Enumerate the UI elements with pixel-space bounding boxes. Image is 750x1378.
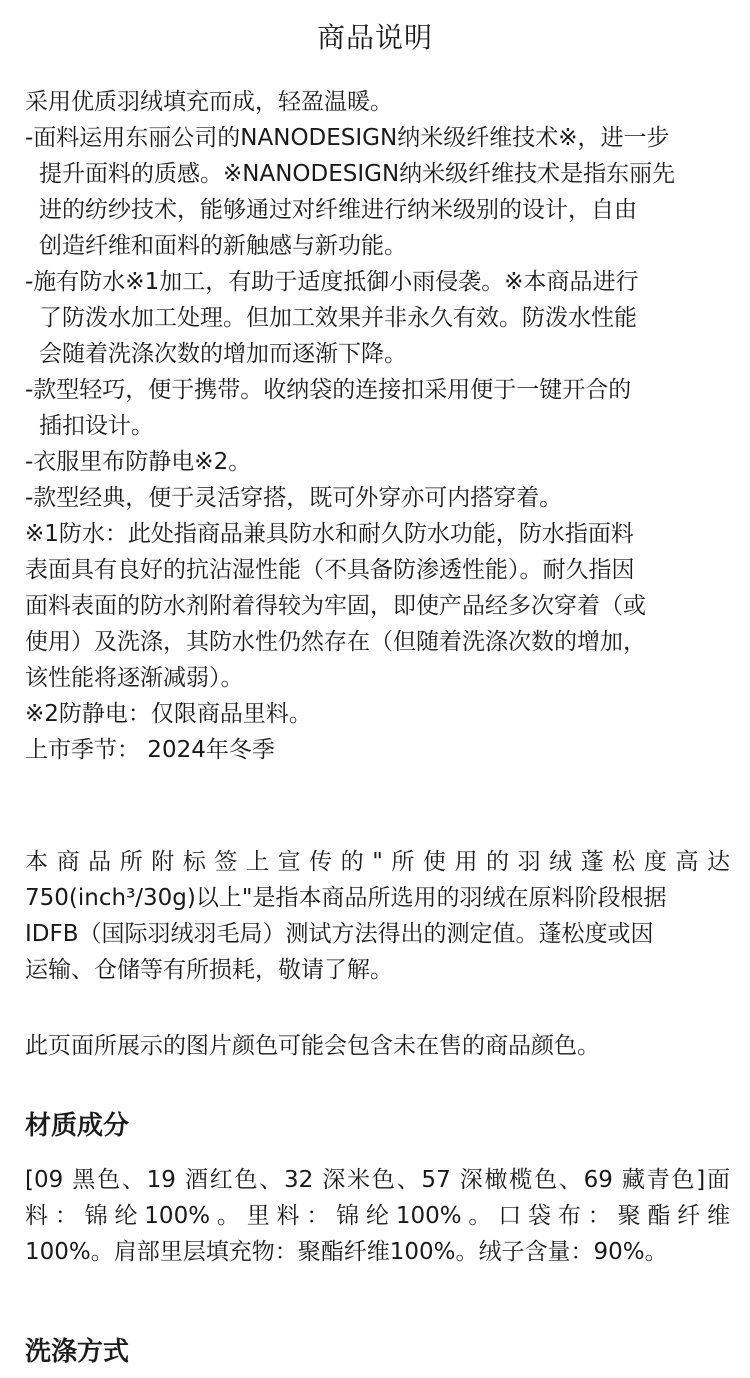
description-line: 创造纤维和面料的新触感与新功能。 (39, 233, 407, 259)
notice-line: IDFB（国际羽绒羽毛局）测试方法得出的测定值。蓬松度或因 (25, 921, 654, 947)
description-line: 面料表面的防水剂附着得较为牢固，即使产品经多次穿着（或 (25, 593, 646, 619)
description-line: 表面具有良好的抗沾湿性能（不具备防渗透性能）。耐久指因 (25, 557, 635, 583)
description-line: 进的纺纱技术，能够通过对纤维进行纳米级别的设计，自由 (39, 197, 637, 223)
description-line: ※1防水：此处指商品兼具防水和耐久防水功能，防水指面料 (25, 521, 634, 547)
description-line: 该性能将逐渐减弱）。 (25, 665, 244, 691)
material-line: [09 黑色、19 酒红色、32 深米色、57 深橄榄色、69 藏青色]面 (25, 1167, 730, 1193)
washing-heading: 洗涤方式 (25, 1337, 130, 1367)
color-notice-section (25, 1028, 730, 1064)
description-line: -施有防水※1加工，有助于适度抵御小雨侵袭。※本商品进行 (25, 269, 639, 295)
material-line: 100%。肩部里层填充物：聚酯纤维100%。绒子含量：90%。 (25, 1239, 668, 1265)
notice-line: 750(inch³/30g)以上"是指本商品所选用的羽绒在原料阶段根据 (25, 885, 667, 911)
description-line: -款型轻巧，便于携带。收纳袋的连接扣采用便于一键开合的 (25, 377, 632, 403)
page-title: 商品说明 (316, 21, 433, 54)
material-section (25, 1162, 730, 1270)
description-line: ※2防静电：仅限商品里料。 (25, 701, 312, 727)
color-notice: 此页面所展示的图片颜色可能会包含未在售的商品颜色。 (25, 1033, 600, 1059)
description-line: 采用优质羽绒填充而成，轻盈温暖。 (25, 89, 393, 115)
description-line: -衣服里布防静电※2。 (25, 449, 252, 475)
description-line: 会随着洗涤次数的增加而逐渐下降。 (39, 341, 407, 367)
material-heading: 材质成分 (25, 1111, 130, 1141)
notice-line: 本商品所附标签上宣传的"所使用的羽绒蓬松度高达 (25, 849, 730, 875)
description-line: -面料运用东丽公司的NANODESIGN纳米级纤维技术※，进一步 (25, 125, 670, 151)
material-line: 料：锦纶100%。里料：锦纶100%。口袋布：聚酯纤维 (25, 1203, 730, 1229)
description-line: 插扣设计。 (39, 413, 154, 439)
description-section (25, 84, 730, 768)
release-season: 上市季节： 2024年冬季 (25, 737, 275, 763)
notice-line: 运输、仓储等有所损耗，敬请了解。 (25, 957, 393, 983)
description-line: 使用）及洗涤，其防水性仍然存在（但随着洗涤次数的增加， (25, 629, 646, 655)
description-line: 了防泼水加工处理。但加工效果并非永久有效。防泼水性能 (39, 305, 637, 331)
description-line: -款型经典，便于灵活穿搭，既可外穿亦可内搭穿着。 (25, 485, 563, 511)
description-line: 提升面料的质感。※NANODESIGN纳米级纤维技术是指东丽先 (39, 161, 676, 187)
down-fill-power-notice (25, 844, 730, 988)
